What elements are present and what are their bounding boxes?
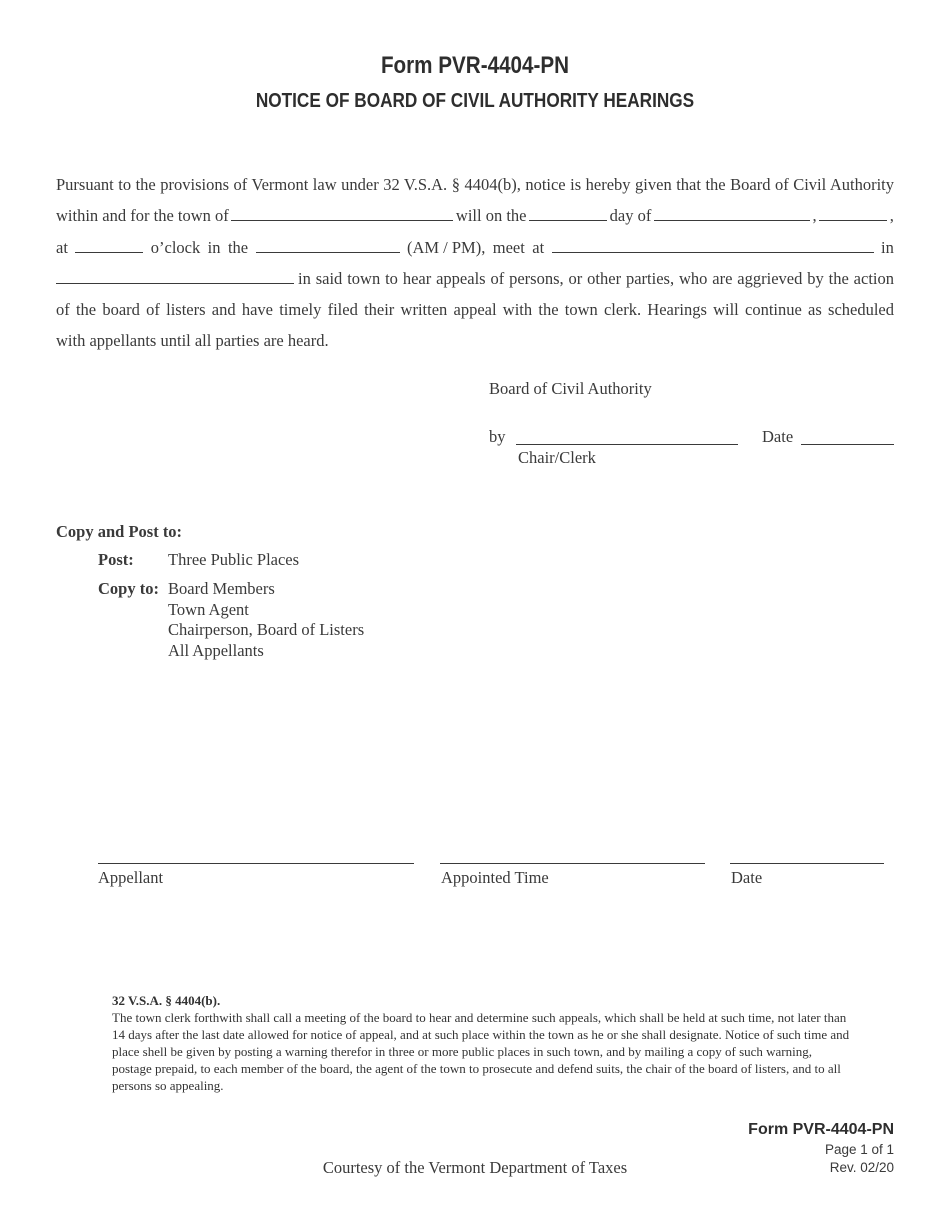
- appointed-time-label: Appointed Time: [441, 868, 549, 887]
- revision-date: Rev. 02/20: [829, 1160, 894, 1175]
- signature-line[interactable]: [516, 444, 738, 445]
- place-field[interactable]: [56, 269, 294, 284]
- courtesy-line: Courtesy of the Vermont Department of Taxes: [322, 1158, 628, 1177]
- page-number: Page 1 of 1: [824, 1142, 894, 1157]
- copy-post-heading: Copy and Post to:: [56, 522, 183, 541]
- notice-line-3: [56, 238, 894, 258]
- notice-text: day of: [609, 206, 652, 225]
- notice-text: o’clock: [150, 238, 201, 257]
- copy-item: All Appellants: [168, 641, 264, 660]
- notice-text: (AM / PM),: [406, 238, 486, 257]
- day-number-field[interactable]: [529, 206, 607, 221]
- chair-clerk-label: Chair/Clerk: [518, 448, 596, 467]
- footer-form-number: Form PVR-4404-PN: [748, 1121, 894, 1138]
- notice-text: at: [532, 238, 545, 257]
- by-label: by: [489, 427, 506, 446]
- notice-text: in said town to hear appeals of persons, or other parties, who are aggrieved by the action: [298, 269, 894, 288]
- notice-text: at: [56, 238, 68, 257]
- statute-title: 32 V.S.A. § 4404(b).: [112, 993, 221, 1008]
- notice-text: ,: [812, 206, 817, 225]
- statute-excerpt: [112, 992, 852, 1094]
- year-field[interactable]: [819, 206, 887, 221]
- signature-date-line[interactable]: [801, 444, 894, 445]
- copy-item: Chairperson, Board of Listers: [168, 620, 365, 639]
- schedule-date-label: Date: [731, 868, 763, 887]
- schedule-date-line[interactable]: [730, 863, 884, 864]
- meeting-location-field[interactable]: [552, 238, 874, 253]
- copy-to-label: Copy to:: [98, 579, 159, 598]
- hour-field[interactable]: [75, 238, 143, 253]
- notice-line-4: [56, 269, 894, 289]
- notice-text: meet: [492, 238, 525, 257]
- copy-item: Board Members: [168, 579, 275, 598]
- statute-text: The town clerk forthwith shall call a meeting of the board to hear and determine such appeals, which shall be held at such time, not later than 14 days after the last date allowed for notice of appeal, and at such place within the town as he or she shall designate. Notice of such time and place shell be given by posting a warning therefor in three or more public places in such town, and by mailing a copy of such warning, postage prepaid, to each member of the board, the agent of the town to prosecute and defend suits, the chair of the board of listers, and to all persons so appealing.: [112, 1010, 850, 1093]
- appellant-label: Appellant: [98, 868, 164, 887]
- notice-text: within and for the town of: [56, 206, 229, 225]
- form-title: Form PVR-4404-PN: [380, 52, 570, 79]
- time-of-day-field[interactable]: [256, 238, 400, 253]
- notice-line-5: of the board of listers and have timely filed their written appeal with the town clerk. Hearings will continue as scheduled: [56, 300, 894, 319]
- notice-text: the: [227, 238, 249, 257]
- town-name-field[interactable]: [231, 206, 453, 221]
- notice-line-2: [56, 206, 894, 226]
- notice-text: in: [881, 238, 894, 257]
- notice-text: ,: [889, 206, 894, 225]
- notice-line-6: with appellants until all parties are heard.: [56, 331, 329, 350]
- appointed-time-line[interactable]: [440, 863, 705, 864]
- notice-line-1: Pursuant to the provisions of Vermont law under 32 V.S.A. § 4404(b), notice is hereby given that the Board of Civil Authority: [56, 175, 894, 194]
- form-subtitle: NOTICE OF BOARD OF CIVIL AUTHORITY HEARINGS: [255, 90, 695, 112]
- date-label: Date: [762, 427, 794, 446]
- notice-text: in: [207, 238, 221, 257]
- post-value: Three Public Places: [168, 550, 300, 569]
- copy-item: Town Agent: [168, 600, 249, 619]
- month-field[interactable]: [654, 206, 810, 221]
- notice-text: will on the: [455, 206, 527, 225]
- appellant-line[interactable]: [98, 863, 414, 864]
- board-name: Board of Civil Authority: [489, 379, 652, 398]
- post-label: Post:: [98, 550, 134, 569]
